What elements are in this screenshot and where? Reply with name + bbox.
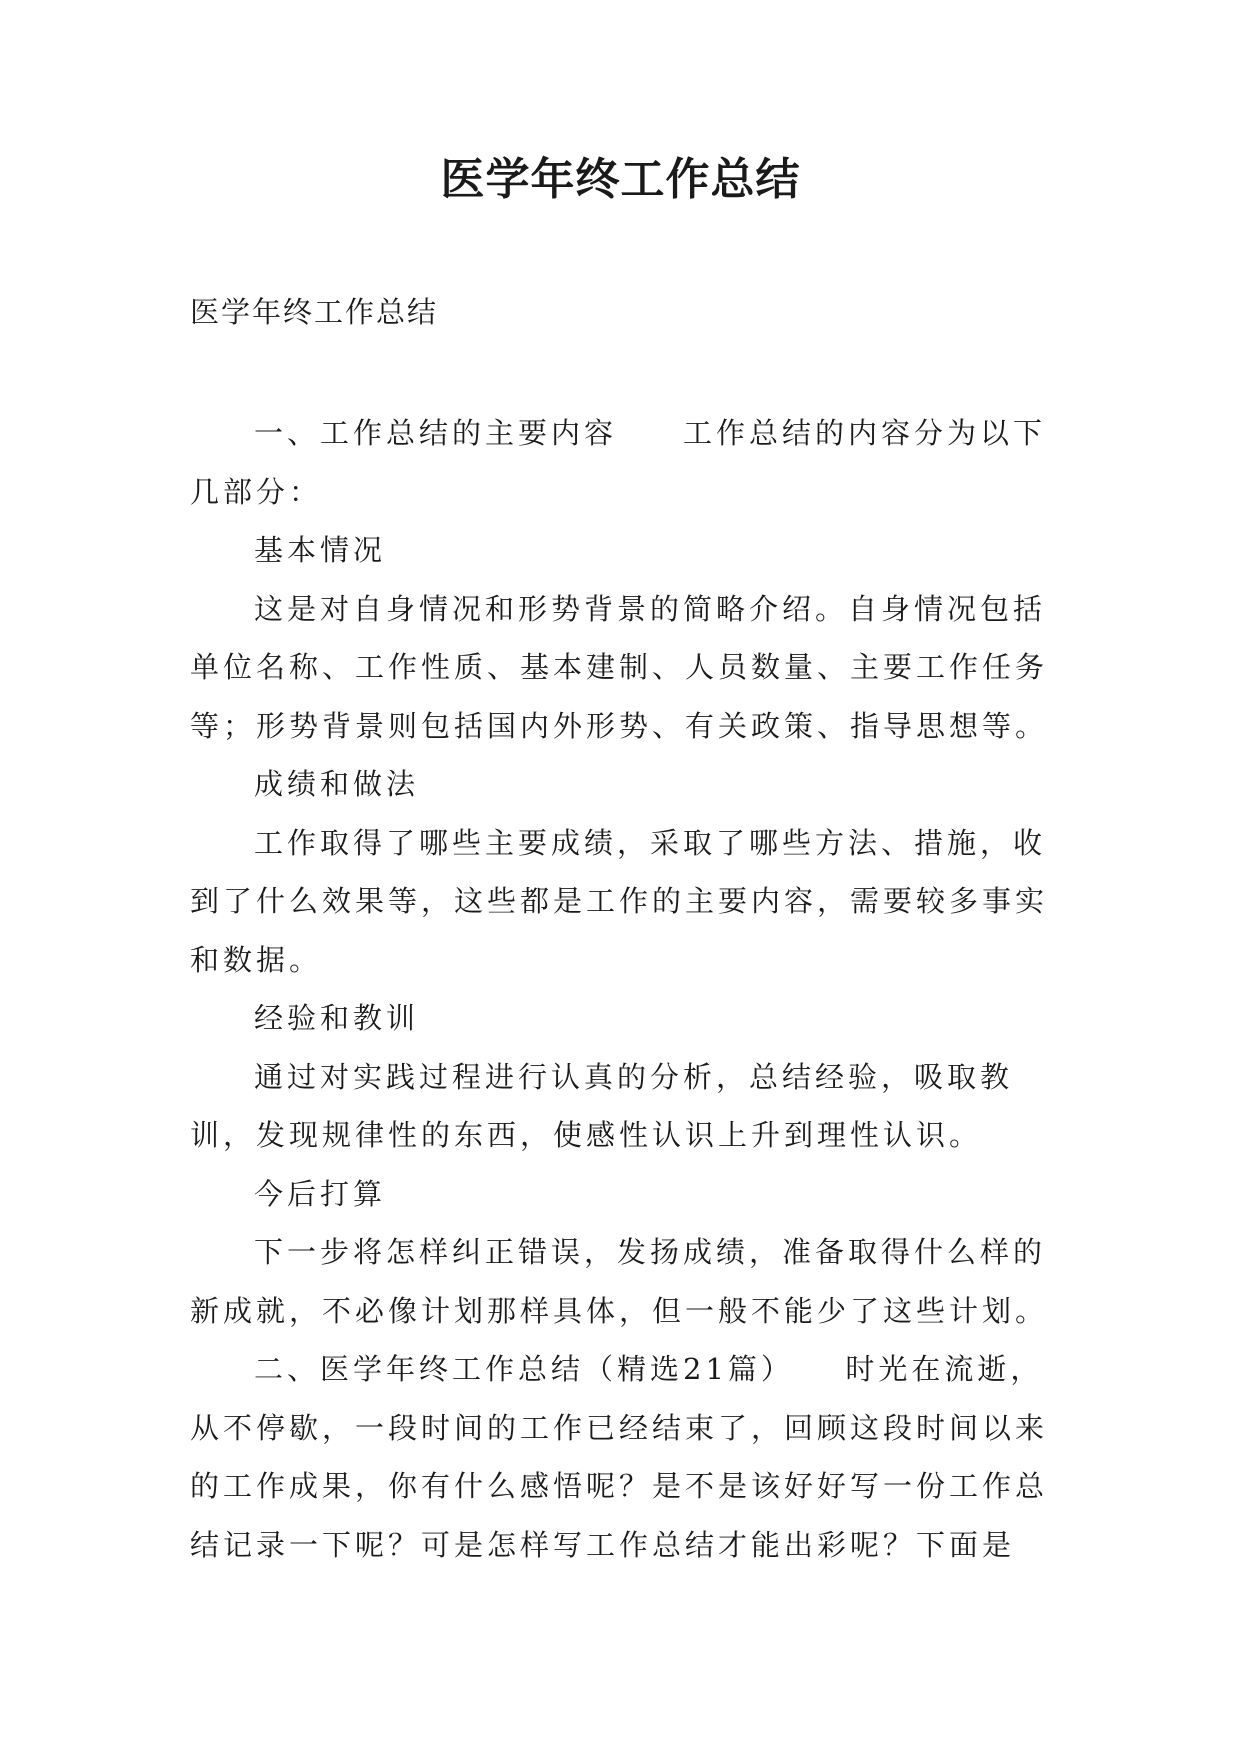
paragraph-achievements: 工作取得了哪些主要成绩，采取了哪些方法、措施，收到了什么效果等，这些都是工作的主要内容，需要较多事实和数据。 [190,825,1049,977]
paragraph-section-one-intro: 一、工作总结的主要内容 工作总结的内容分为以下几部分： [190,416,1047,509]
document-body [190,404,1050,1574]
paragraph-heading-achievements: 成绩和做法 [254,767,420,801]
paragraph-plans: 下一步将怎样纠正错误，发扬成绩，准备取得什么样的新成就，不必像计划那样具体，但一般不能少了这些计划。 [190,1235,1049,1328]
paragraph-basic-situation: 这是对自身情况和形势背景的简略介绍。自身情况包括单位名称、工作性质、基本建制、人员数量、主要工作任务等；形势背景则包括国内外形势、有关政策、指导思想等。 [190,591,1049,743]
document-subtitle: 医学年终工作总结 [190,295,439,329]
paragraph-heading-plans: 今后打算 [254,1176,387,1211]
page-title: 医学年终工作总结 [440,154,801,205]
paragraph-section-two-intro: 二、医学年终工作总结（精选21篇） 时光在流逝，从不停歇，一段时间的工作已经结束了，回顾这段时间以来的工作成果，你有什么感悟呢？是不是该好好写一份工作总结记录一下呢？可是怎样写工作总结才能出彩呢？下面是 [190,1352,1049,1562]
paragraph-heading-basic-situation: 基本情况 [254,533,387,567]
paragraph-heading-lessons: 经验和教训 [254,1001,420,1035]
paragraph-lessons: 通过对实践过程进行认真的分析，总结经验，吸取教训，发现规律性的东西，使感性认识上升到理性认识。 [190,1059,1014,1152]
